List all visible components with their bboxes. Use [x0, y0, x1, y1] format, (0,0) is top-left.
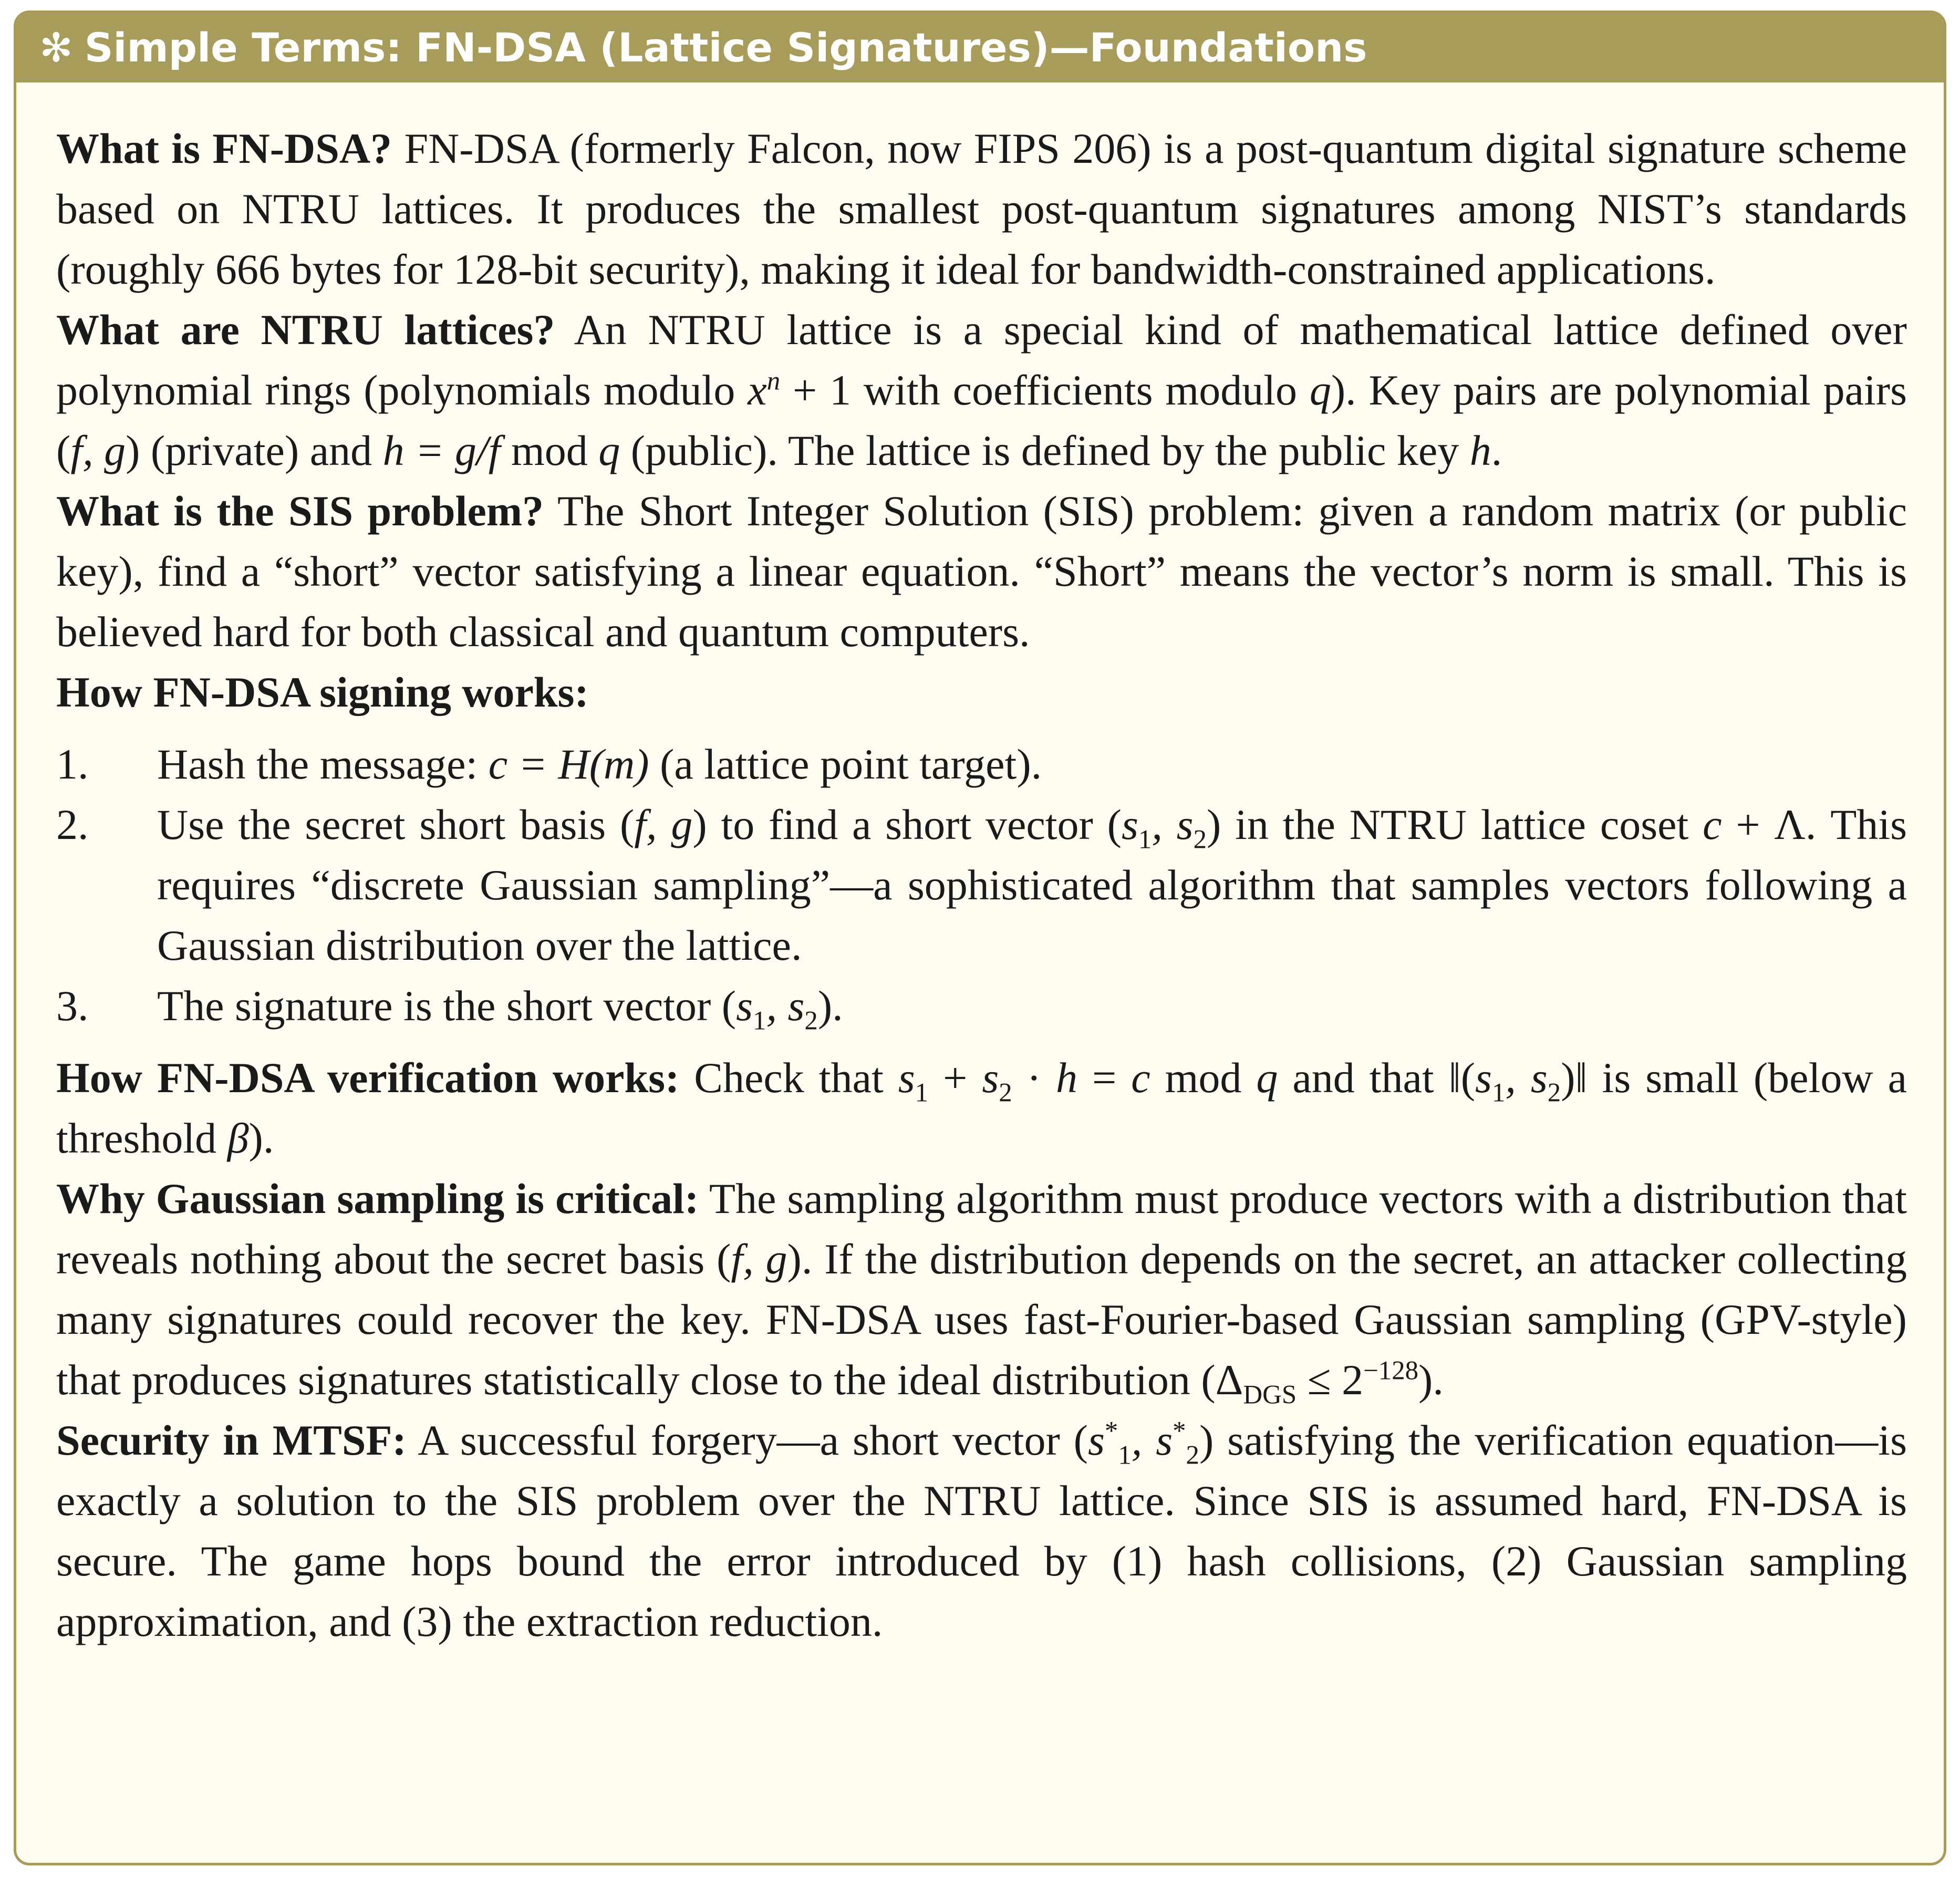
- math: s: [982, 1054, 999, 1102]
- text: )‖ is small (below a threshold: [56, 1054, 1907, 1162]
- math-sub: DGS: [1243, 1380, 1297, 1409]
- math-sup: *: [1104, 1416, 1118, 1446]
- paragraph-mtsf: [56, 1410, 1907, 1652]
- math: q: [598, 427, 620, 474]
- paragraph-signing: [56, 662, 1907, 722]
- paragraph-what-is: [56, 118, 1907, 299]
- heading-what-is: What is FN-DSA?: [56, 125, 392, 172]
- math: , s: [766, 982, 805, 1030]
- text: The signature is the short vector (: [157, 982, 737, 1030]
- box-header: [16, 13, 1944, 82]
- heading-mtsf: Security in MTSF:: [56, 1416, 407, 1464]
- text: =: [1077, 1054, 1132, 1102]
- heading-sis: What is the SIS problem?: [56, 487, 544, 535]
- list-text: [157, 734, 1907, 794]
- text: ≤ 2: [1297, 1356, 1364, 1404]
- math-sub: 2: [1547, 1077, 1561, 1107]
- text: + Λ. This requires “discrete Gaussian sampling”—a sophisticated algorithm that samples vectors following a Gaussian distribution over the lattice.: [157, 801, 1907, 969]
- math-sub: 2: [1193, 824, 1207, 854]
- text: ).: [248, 1114, 274, 1162]
- list-text: [157, 976, 1907, 1036]
- math-sub: 2: [1186, 1440, 1199, 1470]
- paragraph-gaussian: [56, 1168, 1907, 1410]
- text: ).: [1418, 1356, 1444, 1404]
- math: c = H(m): [488, 740, 649, 788]
- list-item: [56, 976, 1907, 1036]
- math: β: [227, 1114, 249, 1162]
- paragraph-verification: [56, 1048, 1907, 1168]
- list-number: 2.: [56, 801, 89, 848]
- math-sub: 2: [804, 1005, 818, 1035]
- text: Hash the message:: [157, 740, 489, 788]
- heading-gaussian: Why Gaussian sampling is critical:: [56, 1175, 699, 1222]
- text: The sampling algorithm must produce vectors with a distribution that reveals nothing about the secret basis (: [56, 1175, 1907, 1283]
- box-content: [16, 82, 1944, 1652]
- text: + 1 with coefficients modulo: [780, 366, 1310, 414]
- text: An NTRU lattice is a special kind of mathematical lattice defined over polynomial rings (polynomials modulo: [56, 306, 1907, 414]
- math: f, g: [731, 1235, 787, 1283]
- math: c: [1703, 801, 1722, 848]
- math: s: [1088, 1416, 1105, 1464]
- text: Check that: [694, 1054, 898, 1102]
- math-sub: 1: [915, 1077, 929, 1107]
- text: ).: [817, 982, 843, 1030]
- math-sup: *: [1173, 1416, 1186, 1446]
- math-sup: n: [766, 366, 781, 396]
- text: mod: [500, 427, 599, 474]
- math: f, g: [634, 801, 693, 848]
- list-item: [56, 794, 1907, 976]
- math: q: [1309, 366, 1331, 414]
- math-sub: 1: [1138, 824, 1152, 854]
- math-sub: 2: [999, 1077, 1012, 1107]
- text: (a lattice point target).: [649, 740, 1042, 788]
- math: h: [1469, 427, 1491, 474]
- text-sis: The Short Integer Solution (SIS) problem: given a random matrix (or public key), find a “short” vector satisfying a linear equation. “Short” means the vector’s norm is small. This is believed hard for both classical and quantum computers.: [56, 487, 1907, 656]
- list-number: 3.: [56, 982, 89, 1030]
- text: ) satisfying the verification equation—is exactly a solution to the SIS problem over the NTRU lattice. Since SIS is assumed hard, FN-DSA is secure. The game hops bound the error introduced by (1) hash collisions, (2) Gaussian sampling approximation, and (3) the extraction reduction.: [56, 1416, 1907, 1645]
- math-sub: 1: [753, 1005, 766, 1035]
- math: h: [1055, 1054, 1077, 1102]
- math: h = g/f: [382, 427, 501, 474]
- text: (public). The lattice is defined by the public key: [620, 427, 1470, 474]
- math-sup: −128: [1363, 1355, 1419, 1385]
- asterisk-icon: ✻: [39, 24, 73, 71]
- math: s: [736, 982, 753, 1030]
- heading-signing: How FN-DSA signing works:: [56, 668, 589, 716]
- text: ) to find a short vector (: [692, 801, 1122, 848]
- list-item: [56, 734, 1907, 794]
- signing-steps-list: [56, 734, 1907, 1036]
- list-number: 1.: [56, 740, 89, 788]
- paragraph-sis: [56, 481, 1907, 662]
- text: +: [928, 1054, 982, 1102]
- math: , s: [1505, 1054, 1548, 1102]
- simple-terms-box: [14, 11, 1946, 1865]
- math: f, g: [70, 427, 126, 474]
- text: mod: [1150, 1054, 1257, 1102]
- text: A successful forgery—a short vector (: [418, 1416, 1088, 1464]
- math: q: [1256, 1054, 1278, 1102]
- text: and that ‖(: [1278, 1054, 1476, 1102]
- text: ) (private) and: [126, 427, 383, 474]
- text: ) in the NTRU lattice coset: [1207, 801, 1703, 848]
- paragraph-ntru: [56, 299, 1907, 481]
- text: .: [1491, 427, 1502, 474]
- math-sub: 1: [1491, 1077, 1506, 1107]
- text: ·: [1012, 1054, 1056, 1102]
- math: , s: [1152, 801, 1194, 848]
- math: s: [898, 1054, 915, 1102]
- text-what-is: FN-DSA (formerly Falcon, now FIPS 206) is a post-quantum digital signature scheme based on NTRU lattices. It produces the smallest post-quantum signatures among NIST’s standards (roughly 666 bytes for 128-bit security), making it ideal for bandwidth-constrained applications.: [56, 125, 1907, 293]
- math: x: [748, 366, 767, 414]
- box-title: Simple Terms: FN-DSA (Lattice Signatures)—Foundations: [84, 24, 1367, 71]
- heading-verification: How FN-DSA verification works:: [56, 1054, 680, 1102]
- math-sub: 1: [1118, 1440, 1132, 1470]
- math: , s: [1131, 1416, 1173, 1464]
- math: c: [1131, 1054, 1150, 1102]
- text: ). Key pairs are polynomial pairs (: [56, 366, 1907, 474]
- list-text: [157, 794, 1907, 976]
- math: s: [1122, 801, 1138, 848]
- math: s: [1475, 1054, 1492, 1102]
- text: ). If the distribution depends on the secret, an attacker collecting many signatures could recover the key. FN-DSA uses fast-Fourier-based Gaussian sampling (GPV-style) that produces signatures statistically close to the ideal distribution (Δ: [56, 1235, 1907, 1404]
- heading-ntru: What are NTRU lattices?: [56, 306, 555, 354]
- text: Use the secret short basis (: [157, 801, 635, 848]
